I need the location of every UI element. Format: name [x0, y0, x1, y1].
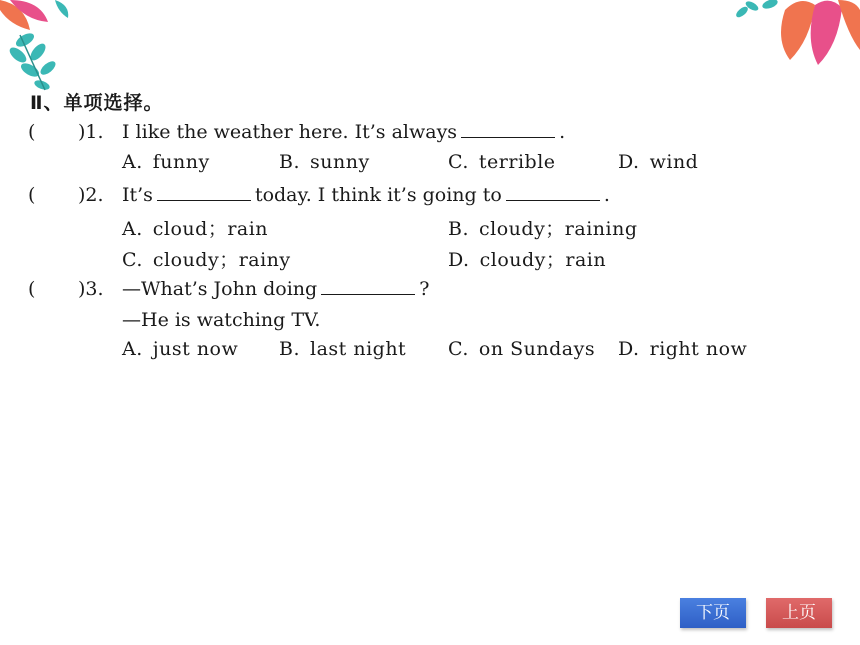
question-number-3: )3.: [78, 278, 104, 300]
option-c: C. on Sundays: [448, 338, 596, 360]
question-3-response: —He is watching TV.: [122, 309, 321, 331]
answer-paren-1: (: [28, 121, 36, 143]
option-b: B. cloudy；raining: [448, 218, 638, 240]
answer-blank: [157, 182, 251, 201]
section-title: Ⅱ、单项选择。: [30, 92, 164, 114]
question-3-end: ?: [419, 278, 430, 300]
option-d: D. wind: [618, 151, 699, 173]
question-2-stem-mid: today. I think it’s going to: [254, 184, 502, 206]
question-2-end: .: [603, 184, 610, 206]
question-1-end: .: [559, 121, 566, 143]
answer-blank: [461, 119, 555, 138]
option-a: A. funny: [122, 151, 210, 173]
option-a: A. just now: [122, 338, 239, 360]
next-page-button[interactable]: 下页: [680, 598, 746, 628]
option-a: A. cloud；rain: [122, 218, 269, 240]
answer-blank: [506, 182, 600, 201]
option-c: C. cloudy；rainy: [122, 249, 291, 271]
question-1-stem: I like the weather here. It’s always: [122, 121, 458, 143]
option-b: B. last night: [279, 338, 407, 360]
option-c: C. terrible: [448, 151, 556, 173]
option-d: D. right now: [618, 338, 748, 360]
answer-paren-2: (: [28, 184, 36, 206]
question-3-stem: —What’s John doing: [122, 278, 318, 300]
previous-page-button[interactable]: 上页: [766, 598, 832, 628]
question-number-2: )2.: [78, 184, 104, 206]
answer-blank: [321, 276, 415, 295]
question-2-stem-start: It’s: [122, 184, 153, 206]
option-d: D. cloudy；rain: [448, 249, 607, 271]
question-number-1: )1.: [78, 121, 104, 143]
leaf-decoration-top-left: [0, 0, 90, 95]
leaf-decoration-top-right: [730, 0, 860, 70]
option-b: B. sunny: [279, 151, 370, 173]
answer-paren-3: (: [28, 278, 36, 300]
